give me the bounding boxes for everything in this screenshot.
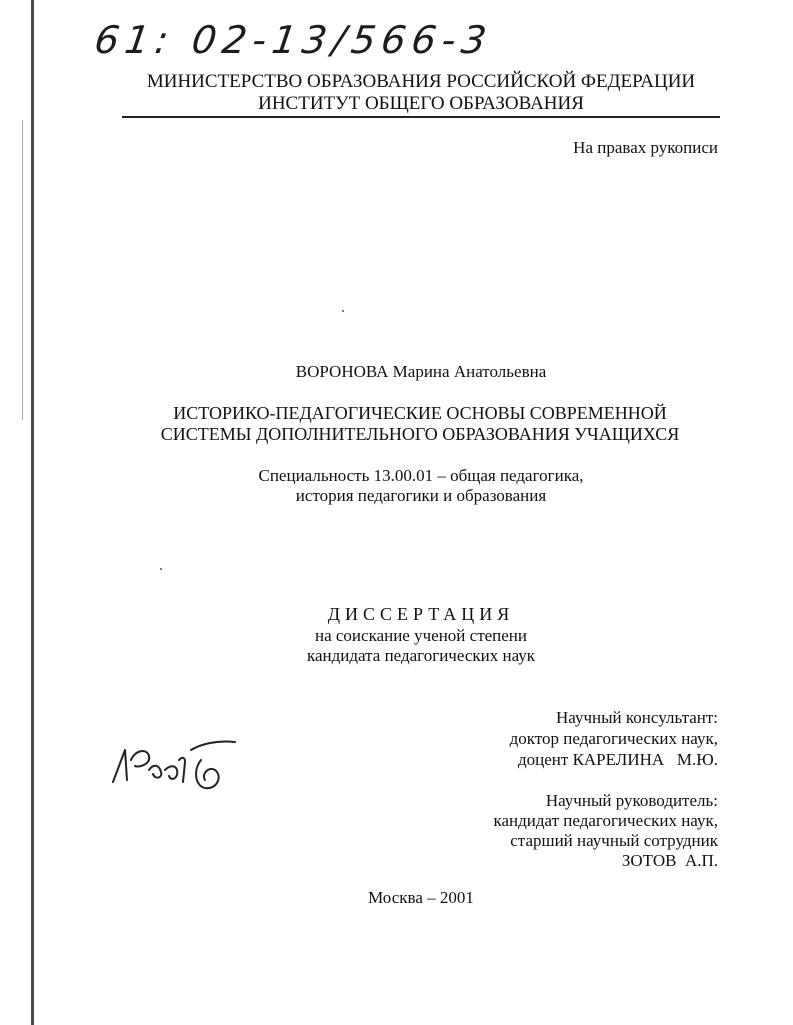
author-signature [105,720,255,800]
consultant-role: Научный консультант: [556,708,718,727]
header-rule [122,116,720,118]
scan-speck [342,310,344,312]
scan-speck [160,568,162,570]
city-year-footer: Москва – 2001 [368,888,474,907]
ministry-heading: МИНИСТЕРСТВО ОБРАЗОВАНИЯ РОССИЙСКОЙ ФЕДЕРАЦИИ [146,71,696,92]
supervisor-role: Научный руководитель: [545,791,718,810]
handwritten-archive-number: 61: 02-13/566-3 [91,18,495,62]
supervisor-degree: кандидат педагогических наук, [493,811,718,830]
scan-edge-line-faint [22,120,23,420]
scan-edge-line [31,0,34,1025]
supervisor-position: старший научный сотрудник [510,831,718,850]
work-type: ДИССЕРТАЦИЯ [327,604,515,624]
title-line-1: ИСТОРИКО-ПЕДАГОГИЧЕСКИЕ ОСНОВЫ СОВРЕМЕННОЙ [173,403,667,423]
work-degree-line-1: на соискание ученой степени [314,626,528,645]
specialty-line-1: Специальность 13.00.01 – общая педагогика, [258,466,584,485]
specialty-line-2: история педагогики и образования [295,486,547,505]
rights-note: На правах рукописи [573,138,718,157]
author-name: ВОРОНОВА Марина Анатольевна [295,362,547,381]
work-degree-line-2: кандидата педагогических наук [306,646,536,665]
consultant-name: доцент КАРЕЛИНА М.Ю. [518,750,718,769]
institute-heading: ИНСТИТУТ ОБЩЕГО ОБРАЗОВАНИЯ [258,93,584,114]
consultant-degree: доктор педагогических наук, [509,729,718,748]
supervisor-name: ЗОТОВ А.П. [621,851,718,870]
title-line-2: СИСТЕМЫ ДОПОЛНИТЕЛЬНОГО ОБРАЗОВАНИЯ УЧАЩИХСЯ [160,424,680,444]
